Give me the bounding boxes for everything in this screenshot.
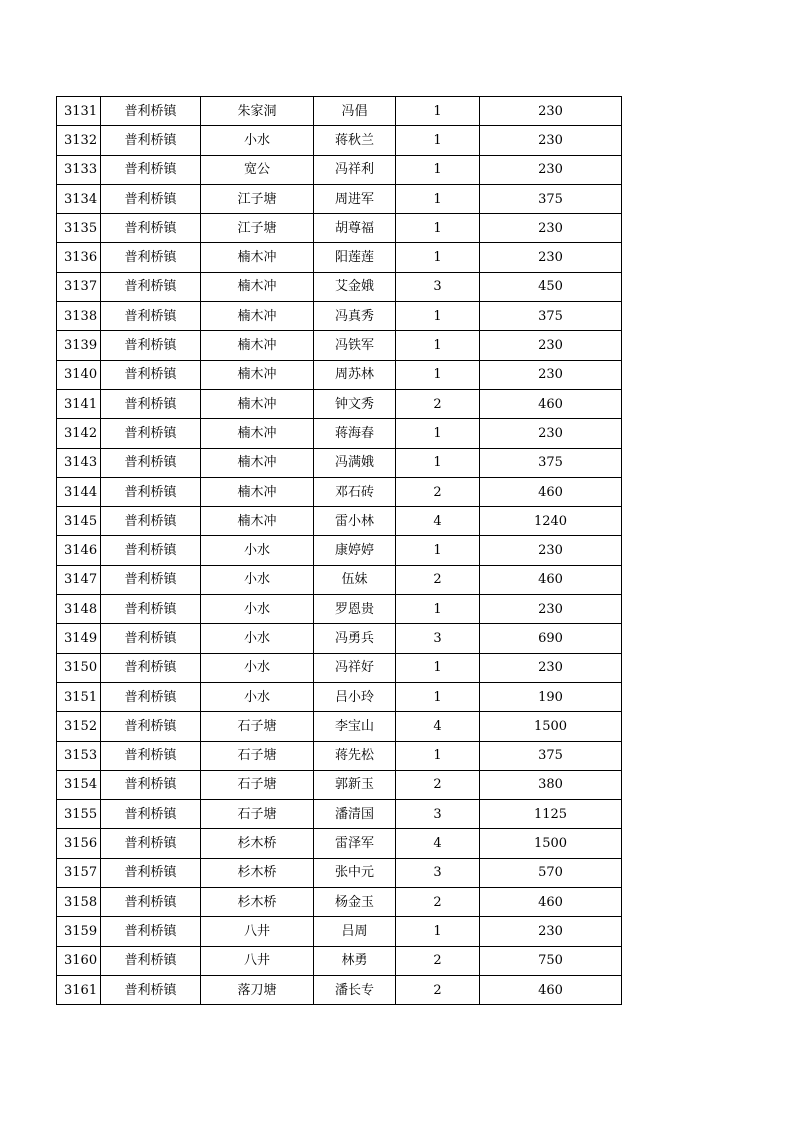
amount-cell: 230: [480, 331, 622, 360]
name-cell: 潘清国: [314, 800, 396, 829]
table-row: [57, 331, 622, 360]
row-number-cell: 3146: [57, 536, 101, 565]
row-number-cell: 3137: [57, 272, 101, 301]
row-number-cell: 3159: [57, 917, 101, 946]
amount-cell: 190: [480, 682, 622, 711]
count-cell: 1: [396, 682, 480, 711]
table-row: [57, 448, 622, 477]
count-cell: 1: [396, 243, 480, 272]
count-cell: 1: [396, 97, 480, 126]
town-cell: 普利桥镇: [101, 800, 201, 829]
name-cell: 钟文秀: [314, 389, 396, 418]
town-cell: 普利桥镇: [101, 536, 201, 565]
table-row: [57, 272, 622, 301]
town-cell: 普利桥镇: [101, 214, 201, 243]
row-number-cell: 3160: [57, 946, 101, 975]
town-cell: 普利桥镇: [101, 770, 201, 799]
name-cell: 胡尊福: [314, 214, 396, 243]
row-number-cell: 3136: [57, 243, 101, 272]
name-cell: 冯真秀: [314, 302, 396, 331]
village-cell: 小水: [201, 595, 314, 624]
table-row: [57, 507, 622, 536]
table-row: [57, 653, 622, 682]
table-row: [57, 858, 622, 887]
table-row: [57, 712, 622, 741]
name-cell: 周苏林: [314, 360, 396, 389]
town-cell: 普利桥镇: [101, 741, 201, 770]
count-cell: 1: [396, 536, 480, 565]
village-cell: 杉木桥: [201, 829, 314, 858]
amount-cell: 375: [480, 448, 622, 477]
village-cell: 石子塘: [201, 800, 314, 829]
row-number-cell: 3142: [57, 419, 101, 448]
town-cell: 普利桥镇: [101, 184, 201, 213]
table-row: [57, 536, 622, 565]
table-body: [57, 97, 622, 1005]
count-cell: 1: [396, 741, 480, 770]
table-row: [57, 360, 622, 389]
count-cell: 1: [396, 419, 480, 448]
village-cell: 宽公: [201, 155, 314, 184]
row-number-cell: 3152: [57, 712, 101, 741]
row-number-cell: 3133: [57, 155, 101, 184]
name-cell: 杨金玉: [314, 888, 396, 917]
town-cell: 普利桥镇: [101, 389, 201, 418]
town-cell: 普利桥镇: [101, 624, 201, 653]
count-cell: 3: [396, 624, 480, 653]
amount-cell: 230: [480, 536, 622, 565]
village-cell: 楠木冲: [201, 477, 314, 506]
village-cell: 小水: [201, 682, 314, 711]
table-row: [57, 155, 622, 184]
name-cell: 蒋海春: [314, 419, 396, 448]
amount-cell: 375: [480, 302, 622, 331]
town-cell: 普利桥镇: [101, 448, 201, 477]
town-cell: 普利桥镇: [101, 975, 201, 1004]
row-number-cell: 3132: [57, 126, 101, 155]
table-row: [57, 184, 622, 213]
count-cell: 2: [396, 389, 480, 418]
name-cell: 周进军: [314, 184, 396, 213]
village-cell: 楠木冲: [201, 389, 314, 418]
count-cell: 1: [396, 331, 480, 360]
village-cell: 楠木冲: [201, 331, 314, 360]
row-number-cell: 3135: [57, 214, 101, 243]
count-cell: 1: [396, 595, 480, 624]
name-cell: 冯祥利: [314, 155, 396, 184]
count-cell: 3: [396, 800, 480, 829]
town-cell: 普利桥镇: [101, 243, 201, 272]
table-row: [57, 770, 622, 799]
town-cell: 普利桥镇: [101, 360, 201, 389]
name-cell: 潘长专: [314, 975, 396, 1004]
amount-cell: 230: [480, 360, 622, 389]
row-number-cell: 3158: [57, 888, 101, 917]
name-cell: 蒋秋兰: [314, 126, 396, 155]
table-row: [57, 682, 622, 711]
table-row: [57, 302, 622, 331]
amount-cell: 460: [480, 477, 622, 506]
name-cell: 伍妹: [314, 565, 396, 594]
table-row: [57, 888, 622, 917]
town-cell: 普利桥镇: [101, 712, 201, 741]
table-row: [57, 565, 622, 594]
name-cell: 吕周: [314, 917, 396, 946]
row-number-cell: 3138: [57, 302, 101, 331]
amount-cell: 450: [480, 272, 622, 301]
row-number-cell: 3131: [57, 97, 101, 126]
table-row: [57, 97, 622, 126]
row-number-cell: 3140: [57, 360, 101, 389]
name-cell: 阳莲莲: [314, 243, 396, 272]
name-cell: 李宝山: [314, 712, 396, 741]
row-number-cell: 3139: [57, 331, 101, 360]
village-cell: 江子塘: [201, 184, 314, 213]
town-cell: 普利桥镇: [101, 477, 201, 506]
name-cell: 张中元: [314, 858, 396, 887]
count-cell: 1: [396, 302, 480, 331]
village-cell: 八井: [201, 917, 314, 946]
row-number-cell: 3155: [57, 800, 101, 829]
amount-cell: 750: [480, 946, 622, 975]
village-cell: 楠木冲: [201, 448, 314, 477]
name-cell: 吕小玲: [314, 682, 396, 711]
village-cell: 小水: [201, 126, 314, 155]
row-number-cell: 3145: [57, 507, 101, 536]
table-row: [57, 624, 622, 653]
village-cell: 杉木桥: [201, 888, 314, 917]
row-number-cell: 3143: [57, 448, 101, 477]
village-cell: 八井: [201, 946, 314, 975]
amount-cell: 230: [480, 214, 622, 243]
town-cell: 普利桥镇: [101, 155, 201, 184]
amount-cell: 230: [480, 97, 622, 126]
town-cell: 普利桥镇: [101, 419, 201, 448]
table-row: [57, 477, 622, 506]
row-number-cell: 3157: [57, 858, 101, 887]
count-cell: 2: [396, 888, 480, 917]
table-row: [57, 829, 622, 858]
amount-cell: 460: [480, 565, 622, 594]
amount-cell: 570: [480, 858, 622, 887]
village-cell: 石子塘: [201, 741, 314, 770]
amount-cell: 230: [480, 917, 622, 946]
amount-cell: 230: [480, 155, 622, 184]
amount-cell: 230: [480, 653, 622, 682]
count-cell: 4: [396, 829, 480, 858]
amount-cell: 690: [480, 624, 622, 653]
row-number-cell: 3134: [57, 184, 101, 213]
amount-cell: 460: [480, 975, 622, 1004]
table-row: [57, 800, 622, 829]
town-cell: 普利桥镇: [101, 858, 201, 887]
village-cell: 朱家洞: [201, 97, 314, 126]
town-cell: 普利桥镇: [101, 126, 201, 155]
town-cell: 普利桥镇: [101, 97, 201, 126]
row-number-cell: 3161: [57, 975, 101, 1004]
village-cell: 楠木冲: [201, 243, 314, 272]
amount-cell: 1500: [480, 712, 622, 741]
table-row: [57, 126, 622, 155]
town-cell: 普利桥镇: [101, 331, 201, 360]
town-cell: 普利桥镇: [101, 682, 201, 711]
amount-cell: 1125: [480, 800, 622, 829]
name-cell: 冯勇兵: [314, 624, 396, 653]
row-number-cell: 3148: [57, 595, 101, 624]
table-row: [57, 946, 622, 975]
village-cell: 石子塘: [201, 712, 314, 741]
row-number-cell: 3147: [57, 565, 101, 594]
village-cell: 楠木冲: [201, 360, 314, 389]
name-cell: 冯满娥: [314, 448, 396, 477]
village-cell: 小水: [201, 653, 314, 682]
name-cell: 雷泽军: [314, 829, 396, 858]
village-cell: 楠木冲: [201, 507, 314, 536]
row-number-cell: 3149: [57, 624, 101, 653]
town-cell: 普利桥镇: [101, 946, 201, 975]
village-cell: 落刀塘: [201, 975, 314, 1004]
count-cell: 2: [396, 565, 480, 594]
town-cell: 普利桥镇: [101, 917, 201, 946]
count-cell: 3: [396, 272, 480, 301]
name-cell: 郭新玉: [314, 770, 396, 799]
count-cell: 2: [396, 975, 480, 1004]
town-cell: 普利桥镇: [101, 595, 201, 624]
table-row: [57, 975, 622, 1004]
amount-cell: 230: [480, 243, 622, 272]
village-cell: 楠木冲: [201, 272, 314, 301]
table-row: [57, 389, 622, 418]
count-cell: 1: [396, 360, 480, 389]
village-cell: 小水: [201, 624, 314, 653]
name-cell: 冯倡: [314, 97, 396, 126]
amount-cell: 375: [480, 741, 622, 770]
table-row: [57, 741, 622, 770]
row-number-cell: 3144: [57, 477, 101, 506]
count-cell: 3: [396, 858, 480, 887]
name-cell: 冯铁军: [314, 331, 396, 360]
town-cell: 普利桥镇: [101, 888, 201, 917]
row-number-cell: 3151: [57, 682, 101, 711]
name-cell: 罗恩贵: [314, 595, 396, 624]
village-cell: 小水: [201, 565, 314, 594]
table-row: [57, 917, 622, 946]
village-cell: 楠木冲: [201, 302, 314, 331]
count-cell: 1: [396, 155, 480, 184]
name-cell: 蒋先松: [314, 741, 396, 770]
amount-cell: 1500: [480, 829, 622, 858]
village-cell: 石子塘: [201, 770, 314, 799]
amount-cell: 230: [480, 595, 622, 624]
town-cell: 普利桥镇: [101, 653, 201, 682]
amount-cell: 230: [480, 126, 622, 155]
town-cell: 普利桥镇: [101, 302, 201, 331]
town-cell: 普利桥镇: [101, 272, 201, 301]
row-number-cell: 3153: [57, 741, 101, 770]
town-cell: 普利桥镇: [101, 829, 201, 858]
town-cell: 普利桥镇: [101, 565, 201, 594]
count-cell: 2: [396, 770, 480, 799]
amount-cell: 1240: [480, 507, 622, 536]
amount-cell: 460: [480, 888, 622, 917]
name-cell: 艾金娥: [314, 272, 396, 301]
count-cell: 2: [396, 477, 480, 506]
town-cell: 普利桥镇: [101, 507, 201, 536]
row-number-cell: 3141: [57, 389, 101, 418]
table-row: [57, 419, 622, 448]
table-row: [57, 214, 622, 243]
count-cell: 1: [396, 917, 480, 946]
count-cell: 4: [396, 507, 480, 536]
count-cell: 2: [396, 946, 480, 975]
count-cell: 1: [396, 214, 480, 243]
count-cell: 1: [396, 184, 480, 213]
table-row: [57, 243, 622, 272]
village-cell: 楠木冲: [201, 419, 314, 448]
amount-cell: 460: [480, 389, 622, 418]
village-cell: 杉木桥: [201, 858, 314, 887]
village-cell: 江子塘: [201, 214, 314, 243]
row-number-cell: 3154: [57, 770, 101, 799]
table-row: [57, 595, 622, 624]
count-cell: 1: [396, 653, 480, 682]
count-cell: 1: [396, 126, 480, 155]
amount-cell: 380: [480, 770, 622, 799]
count-cell: 4: [396, 712, 480, 741]
count-cell: 1: [396, 448, 480, 477]
village-cell: 小水: [201, 536, 314, 565]
row-number-cell: 3150: [57, 653, 101, 682]
amount-cell: 230: [480, 419, 622, 448]
data-table: [56, 96, 622, 1005]
row-number-cell: 3156: [57, 829, 101, 858]
name-cell: 邓石砖: [314, 477, 396, 506]
name-cell: 康婷婷: [314, 536, 396, 565]
amount-cell: 375: [480, 184, 622, 213]
name-cell: 林勇: [314, 946, 396, 975]
name-cell: 冯祥好: [314, 653, 396, 682]
name-cell: 雷小林: [314, 507, 396, 536]
